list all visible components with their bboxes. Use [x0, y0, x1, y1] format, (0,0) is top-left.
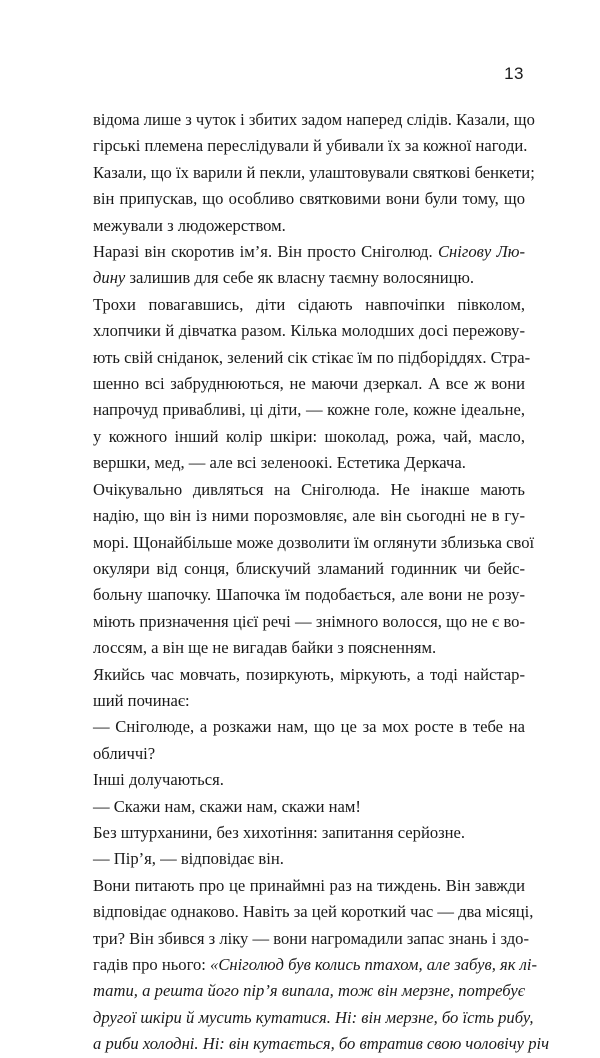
text-line: [75, 978, 525, 1004]
paragraph: [75, 767, 525, 793]
italic-run: Снігову Лю-: [437, 242, 525, 262]
italic-run: а риби холодні. Ні: він кутається, бо втратив свою чоловічу річ: [93, 1034, 550, 1054]
text-line: ють свій сніданок, зелений сік стікає їм по підборіддях. Стра-: [93, 347, 531, 367]
text-line: вершки, мед, — але всі зеленоокі. Естетика Деркача.: [93, 453, 466, 473]
paragraph: [75, 873, 550, 1058]
paragraph: [75, 794, 525, 820]
paragraph: [75, 846, 525, 872]
text-line: відповідає однаково. Навіть за цей короткий час — два місяці,: [93, 902, 534, 922]
italic-run: «Сніголюд був колись птахом, але забув, як лі-: [210, 955, 538, 974]
text-line: [75, 952, 538, 978]
text-line: він припускав, що особливо святковими вони були тому, що: [93, 189, 525, 209]
text-line: ший починає:: [93, 690, 190, 710]
italic-run: тати, а решта його пір’я випала, тож він мерзне, потребує: [93, 981, 525, 1001]
text-line: Казали, що їх варили й пекли, улаштовували святкові бенкети;: [93, 162, 535, 182]
text-line: три? Він збився з ліку — вони нагромадили запас знань і здо-: [93, 928, 529, 948]
text-line: хлопчики й дівчатка разом. Кілька молодших досі пережову-: [93, 321, 525, 341]
text-line: межували з людожерством.: [93, 215, 286, 235]
paragraph: [75, 820, 525, 846]
text-line: надію, що він із ними порозмовляє, але він сьогодні не в гу-: [93, 506, 525, 526]
text-line: відома лише з чуток і збитих задом наперед слідів. Казали, що: [93, 110, 535, 129]
text-run: Наразі він скоротив ім’я. Він просто Сніголюд.: [93, 242, 438, 262]
text-line: — Скажи нам, скажи нам, скажи нам!: [93, 796, 361, 816]
text-line: обличчі?: [93, 743, 156, 763]
text-line: [75, 265, 525, 291]
text-line: окуляри від сонця, блискучий зламаний годинник чи бейс-: [93, 558, 525, 578]
text-run: залишив для себе як власну таємну волосяницю.: [125, 268, 475, 288]
text-line: Якийсь час мовчать, позиркують, міркують, а тоді найстар-: [93, 664, 525, 684]
text-line: напрочуд привабливі, ці діти, — кожне голе, кожне ідеальне,: [93, 400, 525, 420]
text-line: лоссям, а він ще не вигадав байки з поясненням.: [93, 638, 437, 658]
text-line: Вони питають про це принаймні раз на тиждень. Він завжди: [93, 875, 525, 895]
italic-run: другої шкіри й мусить кутатися. Ні: він мерзне, бо їсть рибу,: [93, 1007, 534, 1027]
text-line: Без штурханини, без хихотіння: запитання серйозне.: [93, 822, 466, 842]
text-line: [75, 1031, 550, 1057]
text-run: гадів про нього:: [93, 955, 211, 974]
paragraph: [75, 292, 531, 477]
text-line: — Пір’я, — відповідає він.: [93, 849, 284, 869]
page-number: 13: [504, 64, 524, 83]
text-line: морі. Щонайбільше може дозволити їм оглянути зблизька свої: [93, 532, 535, 552]
body-text: [75, 107, 550, 1058]
text-line: у кожного інший колір шкіри: шоколад, рожа, чай, масло,: [93, 426, 525, 446]
text-line: [75, 239, 525, 265]
text-line: Очікувально дивляться на Сніголюда. Не інакше мають: [93, 479, 525, 499]
text-line: [75, 1005, 534, 1031]
text-line: шенно всі забруднюються, не маючи дзеркал. А все ж вони: [93, 374, 525, 394]
text-line: Трохи повагавшись, діти сідають навпочіпки півколом,: [93, 294, 525, 314]
italic-run: дину: [93, 268, 126, 288]
paragraph: [75, 662, 525, 715]
text-line: гірські племена переслідували й убивали їх за кожної нагоди.: [93, 136, 528, 156]
paragraph: [75, 107, 535, 239]
paragraph: [75, 714, 525, 767]
text-line: больну шапочку. Шапочка їм подобається, але вони не розу-: [93, 585, 525, 605]
text-line: міють призначення цієї речі — знімного волосся, що не є во-: [93, 611, 525, 631]
paragraph: [75, 239, 525, 292]
paragraph: [75, 477, 535, 662]
text-line: Інші долучаються.: [93, 770, 224, 790]
text-line: — Сніголюде, а розкажи нам, що це за мох росте в тебе на: [93, 717, 525, 737]
